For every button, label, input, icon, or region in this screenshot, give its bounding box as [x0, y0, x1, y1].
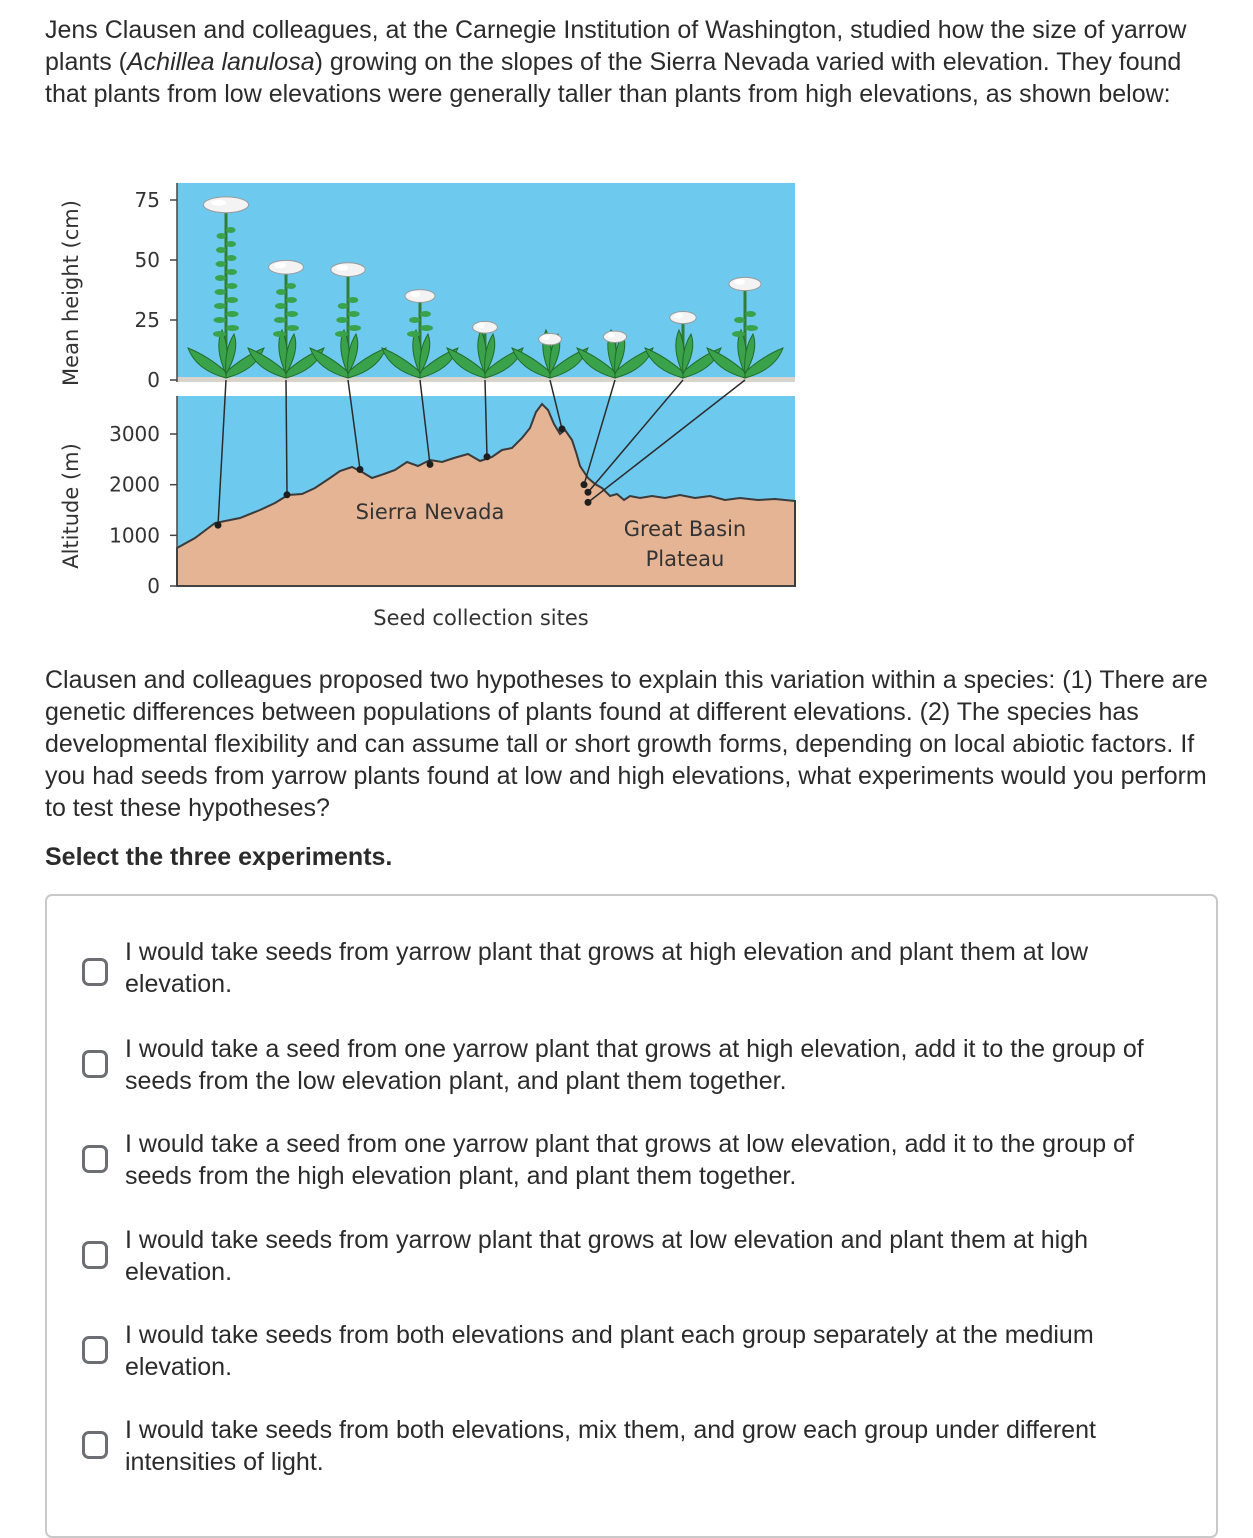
site-dot	[427, 461, 434, 468]
option-label: I would take seeds from both elevations, mix them, and grow each group under different intensities of light.	[125, 1416, 1096, 1476]
site-dot	[357, 466, 364, 473]
site-connector	[286, 380, 287, 495]
option-label: I would take a seed from one yarrow plant that grows at high elevation, add it to the group of seeds from the low elevation plant, and plant them together.	[125, 1035, 1144, 1095]
site-dot	[581, 481, 588, 488]
option-1[interactable]	[47, 936, 1216, 1022]
options-panel	[45, 894, 1218, 1538]
intro-text-part1: Jens Clausen and colleagues, at the Carnegie Institution of Washington, studied how the size of yarrow plants (	[45, 16, 1187, 76]
site-dot	[215, 522, 222, 529]
site-dot	[284, 491, 291, 498]
option-label: I would take seeds from both elevations and plant each group separately at the medium elevation.	[125, 1321, 1094, 1381]
yarrow-elevation-figure	[40, 178, 820, 638]
bottom-tick-label: 0	[147, 574, 160, 598]
top-tick-label: 0	[147, 368, 160, 392]
option-3[interactable]	[47, 1128, 1216, 1214]
bottom-axis-title: Altitude (m)	[59, 443, 83, 569]
site-dot	[585, 499, 592, 506]
site-dot	[484, 453, 491, 460]
checkbox[interactable]	[82, 1336, 108, 1364]
figure-svg	[40, 178, 820, 638]
top-tick-label: 25	[134, 308, 160, 332]
question-text: Clausen and colleagues proposed two hypotheses to explain this variation within a species: (1) There are genetic differences between populations of plants found at different elevations. (2) The species has developmental flexibility and can assume tall or short growth forms, depending on local abiotic factors. If you had seeds from yarrow plants found at low and high elevations, what experiments would you perform to test these hypotheses?	[45, 666, 1208, 822]
great-basin-label-line2: Plateau	[645, 547, 725, 571]
top-tick-label: 50	[134, 248, 160, 272]
checkbox[interactable]	[82, 1431, 108, 1459]
axis-tick-group	[109, 188, 177, 598]
option-5[interactable]	[47, 1319, 1216, 1405]
top-tick-label: 75	[134, 188, 160, 212]
checkbox[interactable]	[82, 1241, 108, 1269]
site-dot	[585, 489, 592, 496]
great-basin-label-line1: Great Basin	[623, 517, 747, 541]
checkbox[interactable]	[82, 1050, 108, 1078]
intro-text-part2: ) growing on the slopes of the Sierra Nevada varied with elevation. They found that plants from low elevations were generally taller than plants from high elevations, as shown below:	[45, 48, 1182, 108]
option-label: I would take a seed from one yarrow plant that grows at low elevation, add it to the group of seeds from the high elevation plant, and plant them together.	[125, 1130, 1134, 1190]
species-name: Achillea lanulosa	[126, 48, 315, 76]
checkbox[interactable]	[82, 1145, 108, 1173]
bottom-tick-label: 1000	[109, 523, 160, 548]
x-axis-title: Seed collection sites	[373, 606, 589, 630]
instruction-text: Select the three experiments.	[45, 843, 393, 871]
bottom-tick-label: 2000	[109, 472, 160, 497]
option-label: I would take seeds from yarrow plant that grows at low elevation and plant them at high elevation.	[125, 1226, 1089, 1286]
top-axis-title: Mean height (cm)	[59, 200, 83, 386]
checkbox[interactable]	[82, 958, 108, 986]
sierra-nevada-label: Sierra Nevada	[355, 500, 505, 524]
option-2[interactable]	[47, 1033, 1216, 1119]
site-dot	[559, 425, 566, 432]
bottom-tick-label: 3000	[109, 422, 160, 446]
option-6[interactable]	[47, 1414, 1216, 1500]
intro-paragraph	[45, 14, 1220, 110]
option-label: I would take seeds from yarrow plant that grows at high elevation and plant them at low elevation.	[125, 938, 1089, 998]
option-4[interactable]	[47, 1224, 1216, 1310]
